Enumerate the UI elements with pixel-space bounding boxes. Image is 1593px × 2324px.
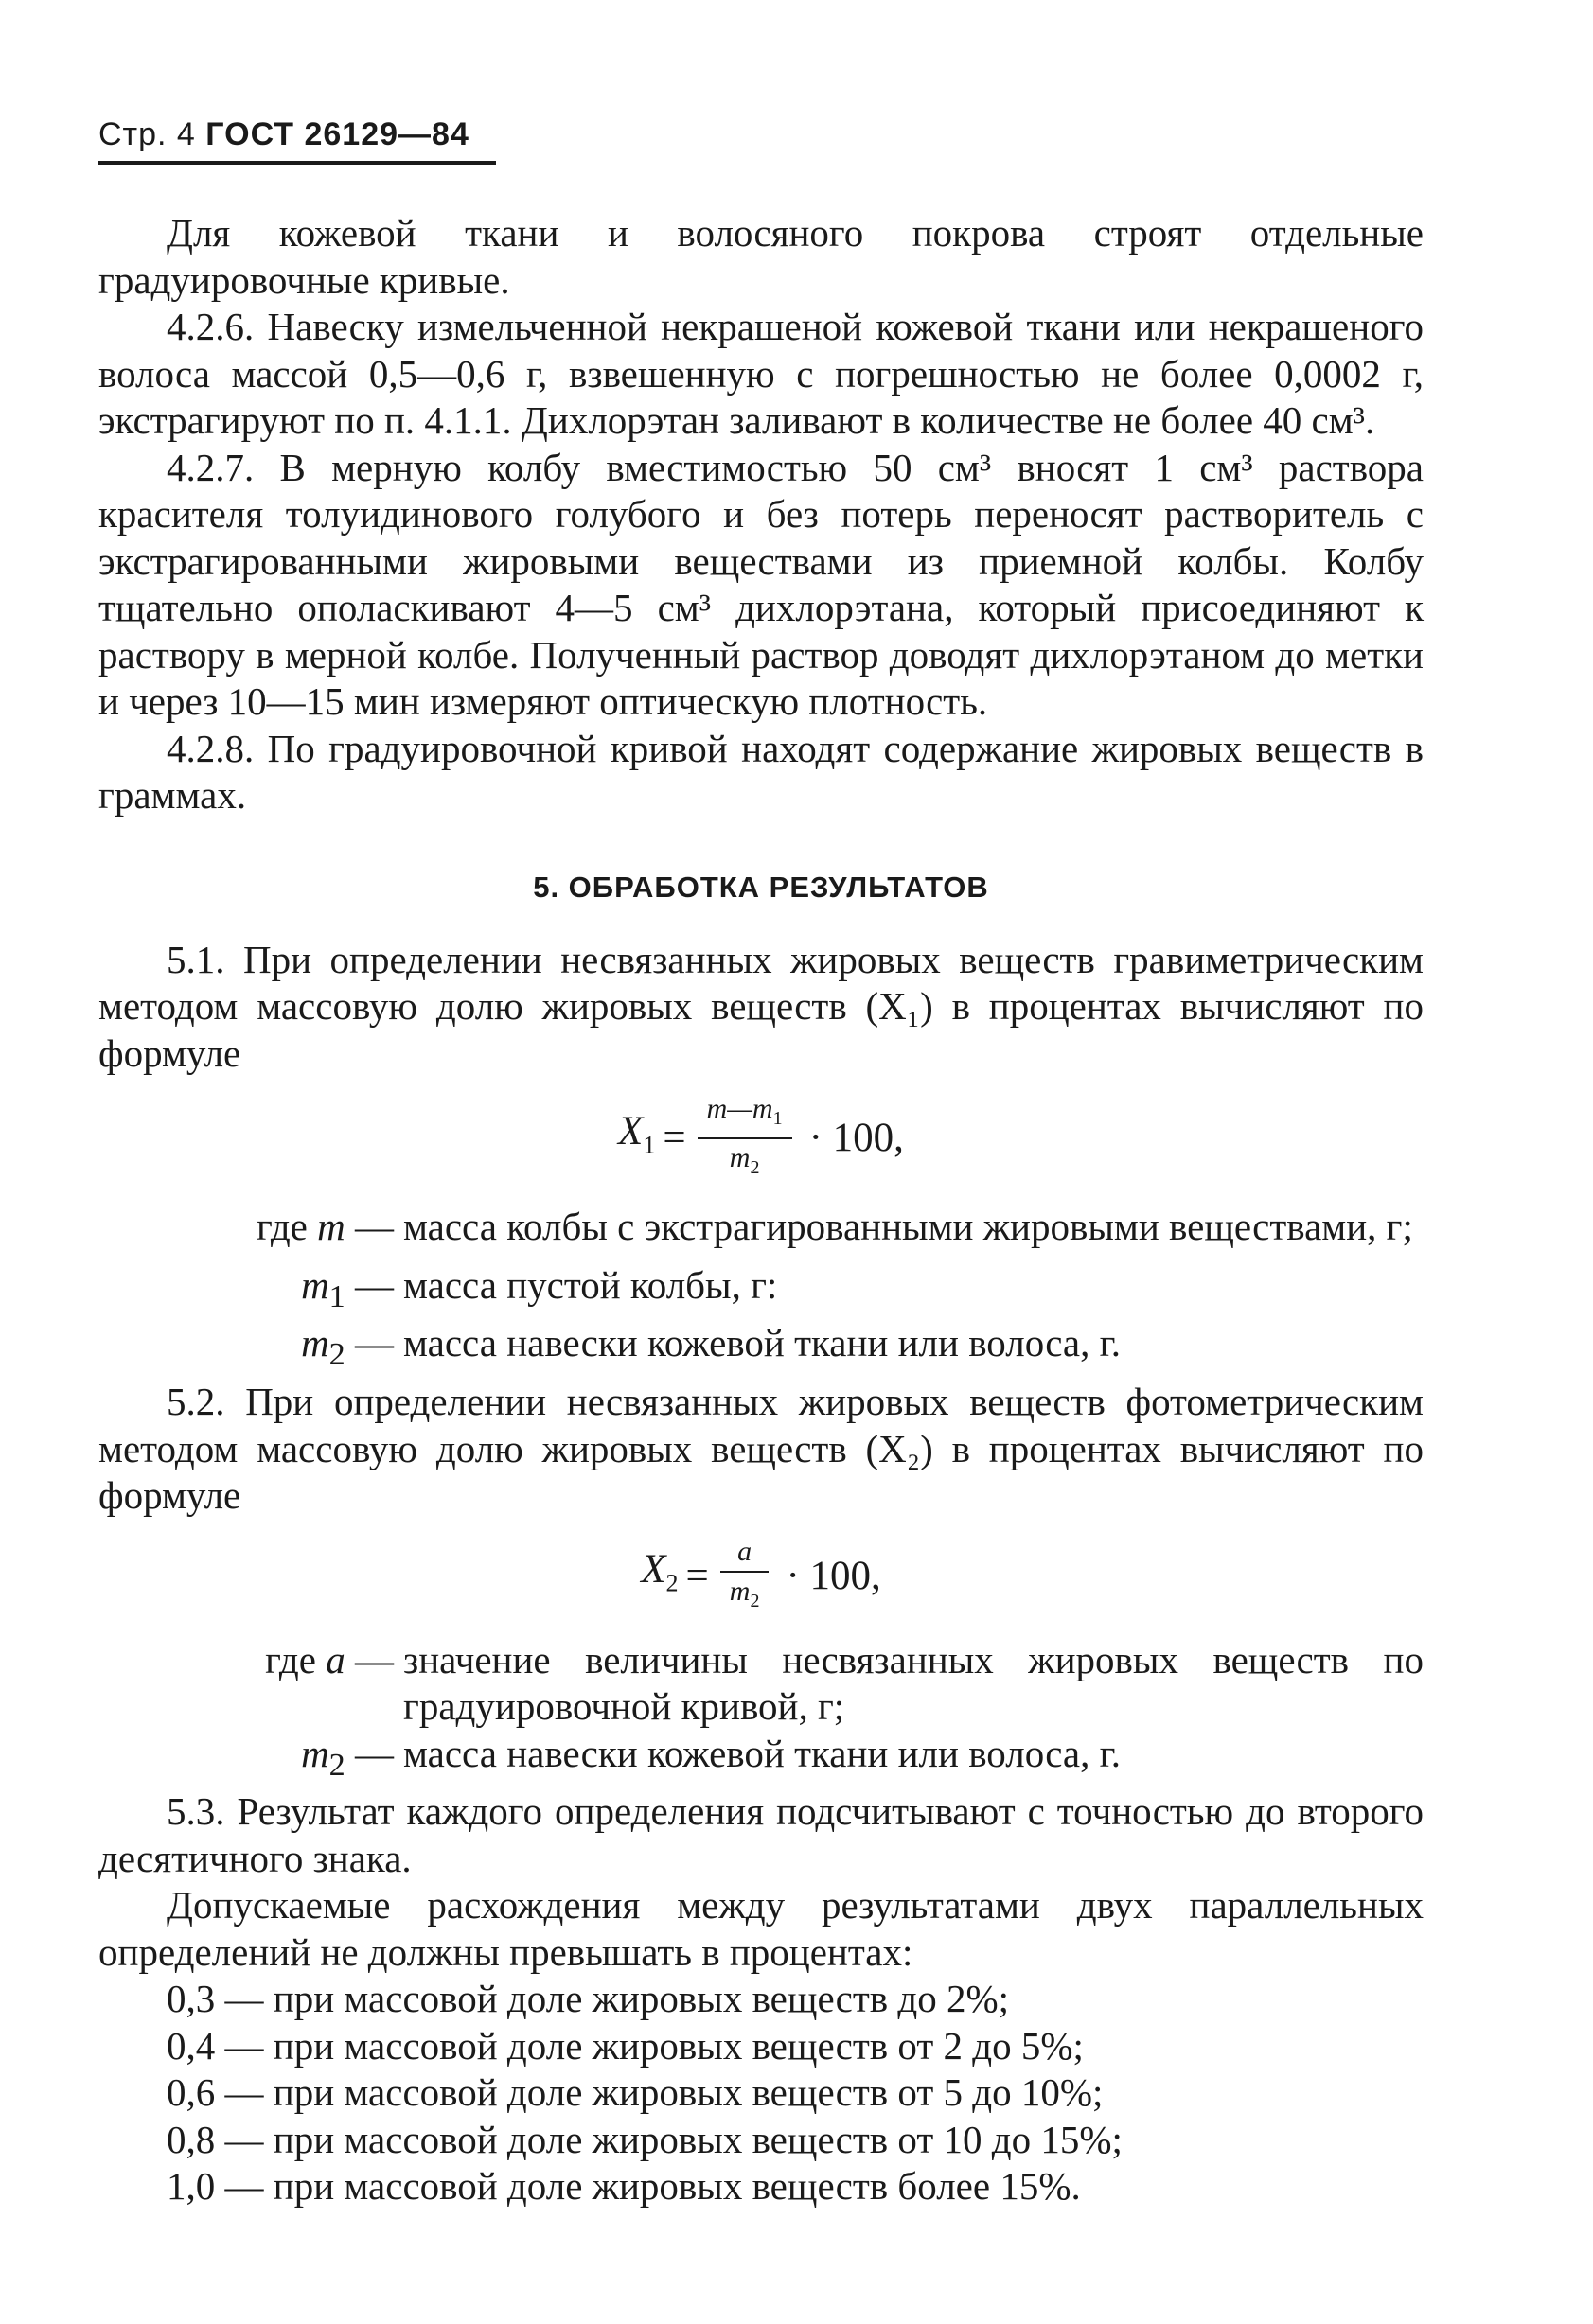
paragraph-4-2-6: 4.2.6. Навеску измельченной некрашеной кожевой ткани или некрашеного волоса массой 0,5—0,6 г, взвешенную с погрешностью не более 0,0002 г, экстрагируют по п. 4.1.1. Дихлорэтан заливают в количестве не более 40 см³. — [98, 305, 1424, 442]
formula-x2-denominator: $m_2$ — [729, 1575, 760, 1611]
fraction-bar — [720, 1571, 770, 1573]
paragraph-5-1: 5.1. При определении несвязанных жировых веществ гравиметрическим методом массовую долю жировых веществ (X₁) в процентах вычисляют по формуле — [98, 937, 1424, 1075]
formula-x2-fraction — [720, 1535, 770, 1618]
legend-row: $m_2$ — масса навески кожевой ткани или волоса, г. — [301, 1321, 1122, 1373]
document-page — [98, 114, 1424, 2210]
paragraph-5-2: 5.2. При определении несвязанных жировых веществ фотометрическим методом массовую долю жировых веществ (X₂) в процентах вычисляют по формуле — [98, 1380, 1424, 1518]
formula-x1-fraction — [698, 1092, 792, 1185]
formula-x1-legend — [98, 1204, 1424, 1379]
header-rule — [98, 161, 496, 165]
formula-x1-numerator: $m—m_1$ — [706, 1093, 783, 1129]
formula-x2-multiplier: · 100, — [786, 1553, 881, 1598]
list-item: 1,0 — при массовой доле жировых веществ более 15%. — [167, 2164, 1081, 2209]
formula-x2-lhs: $X_2$ — [641, 1546, 679, 1597]
paragraph-4-2-8: 4.2.8. По градуировочной кривой находят содержание жировых веществ в граммах. — [98, 726, 1424, 817]
paragraph-allowed-deviations: Допускаемые расхождения между результатами двух параллельных определений не должны превышать в процентах: — [98, 1883, 1424, 1974]
legend-row: $m_2$ — масса навески кожевой ткани или волоса, г. — [301, 1731, 1122, 1783]
legend-row: где m — масса колбы с экстрагированными жировыми веществами, г; — [257, 1205, 1413, 1248]
list-item: 0,6 — при массовой доле жировых веществ от 5 до 10%; — [167, 2070, 1104, 2115]
list-item: 0,8 — при массовой доле жировых веществ от 10 до 15%; — [167, 2117, 1123, 2161]
page-header — [98, 114, 1424, 155]
formula-x2-legend — [98, 1637, 1424, 1789]
tolerance-list — [98, 1976, 1424, 2210]
formula-x1 — [98, 1092, 1424, 1185]
fraction-bar — [698, 1137, 792, 1139]
page-number: Стр. 4 — [98, 116, 196, 152]
paragraph-5-3: 5.3. Результат каждого определения подсчитывают с точностью до второго десятичного знака. — [98, 1789, 1424, 1880]
formula-x2 — [98, 1535, 1424, 1618]
section-title: 5. ОБРАБОТКА РЕЗУЛЬТАТОВ — [533, 870, 989, 904]
formula-x1-multiplier: · 100, — [808, 1116, 904, 1161]
standard-code: ГОСТ 26129—84 — [205, 116, 469, 152]
formula-x2-numerator: a — [737, 1535, 752, 1567]
paragraph-4-2-7: 4.2.7. В мерную колбу вместимостью 50 см³ вносят 1 см³ раствора красителя толуидинового голубого и без потерь переносят растворитель с экстрагированными жировыми веществами из приемной колбы. Колбу тщательно ополаскивают 4—5 см³ дихлорэтана, который присоединяют к раствору в мерной колбе. Полученный раствор доводят дихлорэтаном до метки и через 10—15 мин измеряют оптическую плотность. — [98, 445, 1424, 723]
paragraph-curves: Для кожевой ткани и волосяного покрова строят отдельные градуировочные кривые. — [98, 211, 1424, 302]
list-item: 0,4 — при массовой доле жировых веществ от 2 до 5%; — [167, 2023, 1084, 2068]
list-item: 0,3 — при массовой доле жировых веществ до 2%; — [167, 1977, 1010, 2021]
formula-x2-equals: = — [685, 1553, 709, 1598]
legend-row: где a — значение величины несвязанных жировых веществ по градуировочной кривой, г; — [265, 1637, 1424, 1729]
formula-x1-lhs: $X_1$ — [618, 1108, 656, 1159]
formula-x1-denominator: $m_2$ — [729, 1142, 760, 1178]
formula-x1-equals: = — [663, 1116, 686, 1161]
legend-row: $m_1$ — масса пустой колбы, г: — [301, 1262, 778, 1314]
